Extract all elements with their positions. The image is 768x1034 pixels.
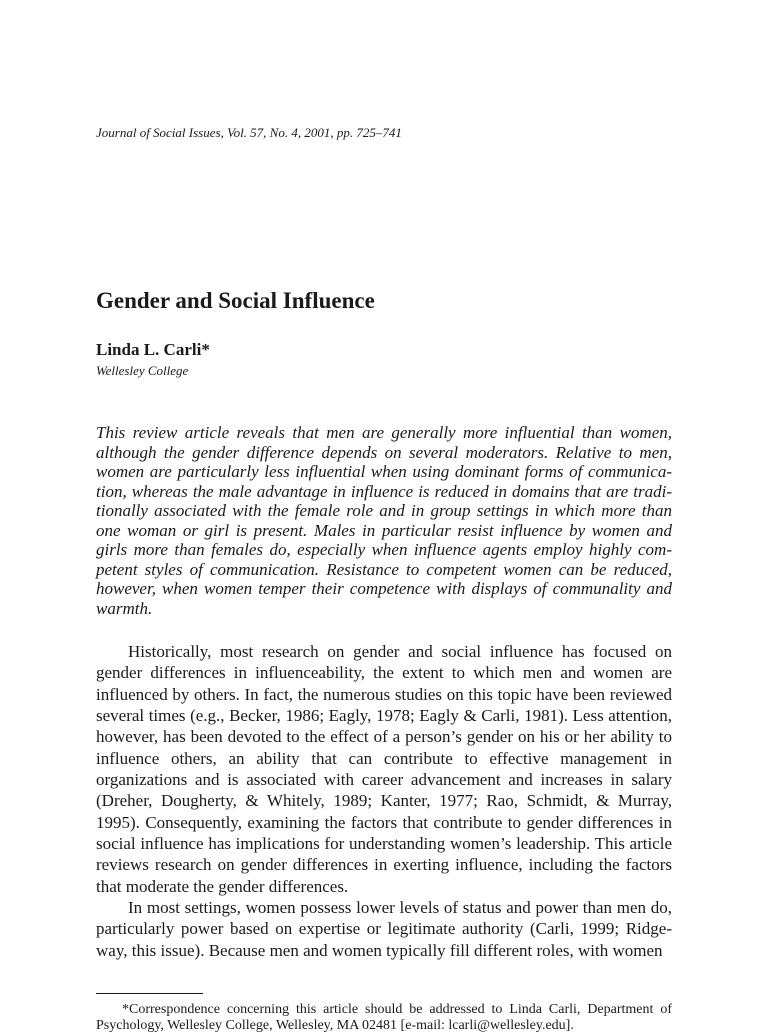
body-text <box>96 641 672 961</box>
body-paragraph: Historically, most research on gender and social influence has focused on gender differences in influenceability, the extent to which men and women are influenced by others. In fact, the numerous studies on this topic have been reviewed several times (e.g., Becker, 1986; Eagly, 1978; Eagly & Carli, 1981). Less attention, however, has been devoted to the effect of a person’s gender on his or her ability to influence others, an ability that can contribute to effective management in organizations and is associated with career advancement and increases in salary (Dreher, Dougherty, & Whitely, 1989; Kanter, 1977; Rao, Schmidt, & Murray, 1995). Consequently, examining the factors that contribute to gender differences in social influence has implications for understanding women’s leadership. This article reviews research on gender differences in exerting influence, including the factors that moderate the gender differences. <box>96 642 672 896</box>
article-title: Gender and Social Influence <box>96 288 375 313</box>
abstract: This review article reveals that men are generally more influential than women, although the gender difference depends on several moderators. Relative to men, women are particularly less influential when using dominant forms of communication, whereas the male advantage in influence is reduced in domains that are traditionally associated with the female role and in group settings in which more than one woman or girl is present. Males in particular resist influence by women and girls more than females do, especially when influence agents employ highly competent styles of communication. Resistance to competent women can be reduced, however, when women temper their competence with displays of communality and warmth. <box>96 423 672 618</box>
body-paragraph: In most settings, women possess lower levels of status and power than men do, particularly power based on expertise or legitimate authority (Carli, 1999; Ridgeway, this issue). Because men and women typically fill different roles, with women <box>96 898 672 960</box>
correspondence-footnote: *Correspondence concerning this article should be addressed to Linda Carli, Department of Psychology, Wellesley College, Wellesley, MA 02481 [e-mail: lcarli@wellesley.edu]. <box>96 1002 672 1033</box>
author-name: Linda L. Carli* <box>96 340 210 359</box>
running-head: Journal of Social Issues, Vol. 57, No. 4, 2001, pp. 725–741 <box>96 125 402 140</box>
footnote-divider <box>96 993 203 994</box>
author-affiliation: Wellesley College <box>96 363 189 378</box>
journal-page <box>96 0 672 1033</box>
